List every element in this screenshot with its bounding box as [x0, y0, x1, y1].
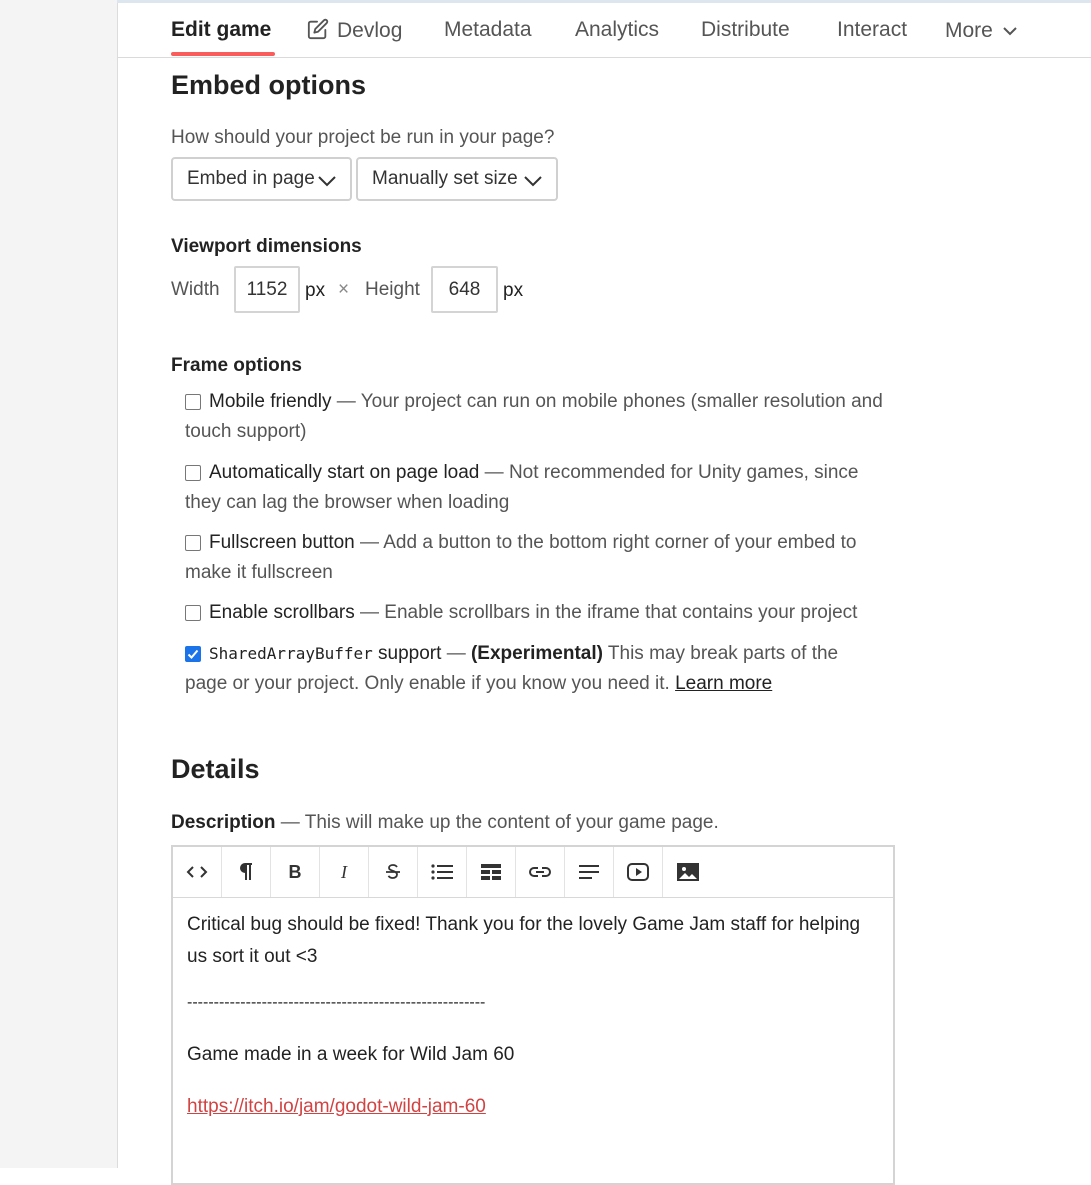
option-dash: —	[441, 643, 471, 664]
option-desc: This may break parts of the page or your project. Only enable if you know you need it.	[185, 643, 839, 694]
code-icon[interactable]	[173, 847, 222, 897]
chevron-down-icon	[318, 171, 336, 193]
description-label-row	[171, 812, 719, 834]
embed-size-select[interactable]	[356, 157, 558, 201]
editor-toolbar	[173, 847, 893, 898]
image-icon[interactable]	[663, 847, 712, 897]
mobile-friendly-checkbox[interactable]	[185, 394, 201, 410]
embed-mode-value: Embed in page	[187, 168, 315, 189]
top-bar-line	[117, 0, 1091, 3]
tab-distribute[interactable]: Distribute	[701, 18, 790, 41]
link-icon[interactable]	[516, 847, 565, 897]
left-sidebar	[0, 0, 118, 1168]
frame-options-heading: Frame options	[171, 355, 302, 376]
height-label: Height	[365, 279, 420, 300]
tab-analytics[interactable]: Analytics	[575, 18, 660, 41]
strikethrough-icon[interactable]	[369, 847, 418, 897]
shared-array-buffer-checkbox[interactable]	[185, 646, 201, 662]
autostart-checkbox[interactable]	[185, 465, 201, 481]
tab-more-label: More	[945, 19, 993, 42]
edit-icon	[307, 18, 329, 46]
jam-link[interactable]: https://itch.io/jam/godot-wild-jam-60	[187, 1096, 486, 1117]
tab-interact[interactable]: Interact	[837, 18, 908, 41]
width-input[interactable]: 1152	[234, 266, 300, 313]
option-mobile-friendly[interactable]	[185, 387, 885, 447]
description-hint: — This will make up the content of your game page.	[275, 812, 719, 833]
option-name: Mobile friendly	[209, 391, 332, 412]
option-name: Enable scrollbars	[209, 602, 355, 623]
editor-line-1: Critical bug should be fixed! Thank you for the lovely Game Jam staff for helping us sort it out <3	[187, 914, 861, 967]
active-tab-indicator	[171, 52, 275, 56]
embed-size-value: Manually set size	[372, 168, 518, 189]
details-heading: Details	[171, 754, 260, 784]
option-autostart[interactable]	[185, 458, 885, 518]
option-name: Fullscreen button	[209, 532, 355, 553]
checkmark-icon	[186, 647, 200, 661]
tab-edit-game[interactable]: Edit game	[171, 18, 272, 41]
description-editor[interactable]	[171, 845, 895, 1185]
video-icon[interactable]	[614, 847, 663, 897]
width-unit: px	[305, 280, 326, 301]
option-code: SharedArrayBuffer	[209, 644, 373, 663]
embed-options-heading: Embed options	[171, 70, 366, 100]
option-desc: — Not recommended for Unity games, since they can lag the browser when loading	[185, 462, 859, 513]
tab-devlog-label: Devlog	[337, 19, 403, 42]
chevron-down-icon	[524, 171, 542, 193]
tab-more[interactable]	[945, 18, 1017, 43]
option-fullscreen-button[interactable]	[185, 528, 885, 588]
option-name: support	[372, 643, 442, 664]
height-unit: px	[503, 280, 524, 301]
align-icon[interactable]	[565, 847, 614, 897]
option-desc: — Your project can run on mobile phones (smaller resolution and touch support)	[185, 391, 883, 442]
paragraph-icon[interactable]	[222, 847, 271, 897]
times-sign: ×	[338, 279, 350, 300]
viewport-heading: Viewport dimensions	[171, 236, 362, 257]
option-desc: — Add a button to the bottom right corner of your embed to make it fullscreen	[185, 532, 857, 583]
editor-line-2: Game made in a week for Wild Jam 60	[187, 1044, 515, 1065]
chevron-down-icon	[1003, 18, 1017, 42]
table-icon[interactable]	[467, 847, 516, 897]
option-scrollbars[interactable]	[185, 598, 885, 628]
tab-devlog[interactable]	[307, 18, 402, 46]
option-shared-array-buffer[interactable]	[185, 639, 885, 699]
option-desc: — Enable scrollbars in the iframe that contains your project	[354, 602, 858, 623]
edit-nav	[118, 4, 1091, 58]
description-label: Description	[171, 812, 276, 833]
scrollbars-checkbox[interactable]	[185, 605, 201, 621]
experimental-label: (Experimental)	[470, 643, 603, 664]
fullscreen-checkbox[interactable]	[185, 535, 201, 551]
embed-question: How should your project be run in your page?	[171, 127, 555, 148]
option-name: Automatically start on page load	[209, 462, 480, 483]
width-label: Width	[171, 279, 220, 300]
tab-metadata[interactable]: Metadata	[444, 18, 532, 41]
embed-mode-select[interactable]	[171, 157, 352, 201]
learn-more-link[interactable]: Learn more	[675, 673, 773, 694]
italic-icon[interactable]: I	[320, 847, 369, 897]
editor-content[interactable]	[187, 909, 863, 1121]
bold-icon[interactable]: B	[271, 847, 320, 897]
editor-separator: --------------------------------------------------------	[187, 994, 486, 1011]
height-input[interactable]: 648	[431, 266, 498, 313]
bullet-list-icon[interactable]	[418, 847, 467, 897]
